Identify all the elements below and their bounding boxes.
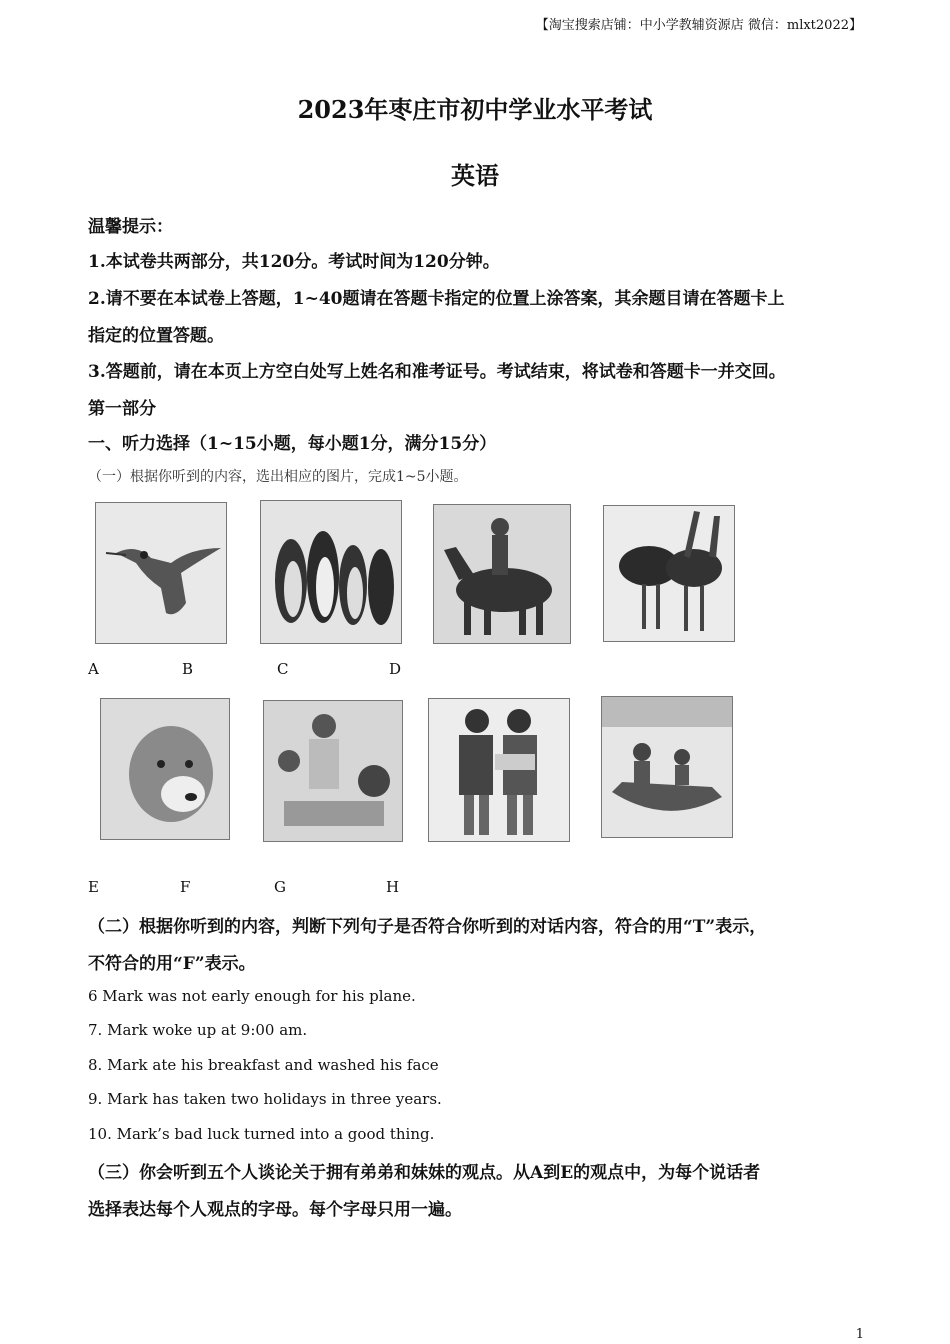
ostriches-icon [604, 506, 734, 641]
picture-label-h: H [386, 878, 400, 896]
sub3-instruction: （三）你会听到五个人谈论关于拥有弟弟和妹妹的观点。从A到E的观点中，为每个说话者 [88, 1163, 761, 1183]
picture-label-d: D [389, 660, 402, 678]
boys-reading-icon [429, 699, 569, 841]
statement-6: 6 Mark was not early enough for his plane. [88, 987, 416, 1005]
subject-title: 英语 [451, 161, 499, 190]
sub3-instruction-cont: 选择表达每个人观点的字母。每个字母只用一遍。 [88, 1200, 462, 1220]
picture-label-c: C [277, 660, 289, 678]
statement-9: 9. Mark has taken two holidays in three years. [88, 1090, 442, 1108]
family-meal-icon [264, 701, 402, 841]
boat-icon [602, 697, 732, 837]
horse-rider-icon [434, 505, 570, 643]
picture-penguins [260, 500, 402, 644]
exam-title: 2023年枣庄市初中学业水平考试 [297, 95, 653, 124]
picture-ostriches [603, 505, 735, 642]
sub2-instruction: （二）根据你听到的内容，判断下列句子是否符合你听到的对话内容，符合的用“T”表示， [88, 917, 767, 937]
picture-dog [100, 698, 230, 840]
page-number: 1 [855, 1327, 864, 1342]
tip-1: 1.本试卷共两部分，共120分。考试时间为120分钟。 [88, 252, 500, 272]
picture-boat [601, 696, 733, 838]
tips-heading: 温馨提示： [88, 217, 173, 237]
tip-3: 3.答题前，请在本页上方空白处写上姓名和准考证号。考试结束，将试卷和答题卡一并交回。 [88, 362, 786, 382]
statement-10: 10. Mark’s bad luck turned into a good thing. [88, 1125, 435, 1143]
picture-label-b: B [182, 660, 194, 678]
statement-8: 8. Mark ate his breakfast and washed his face [88, 1056, 439, 1074]
picture-label-e: E [88, 878, 99, 896]
hummingbird-icon [96, 503, 226, 643]
picture-boys-reading [428, 698, 570, 842]
tip-2: 2.请不要在本试卷上答题，1~40题请在答题卡指定的位置上涂答案，其余题目请在答题卡上 [88, 289, 785, 309]
picture-hummingbird [95, 502, 227, 644]
picture-label-f: F [180, 878, 191, 896]
tip-2-cont: 指定的位置答题。 [88, 326, 224, 346]
dog-icon [101, 699, 229, 839]
header-note: 【淘宝搜索店铺：中小学教辅资源店 微信：mlxt2022】 [535, 18, 862, 33]
picture-family-meal [263, 700, 403, 842]
statement-7: 7. Mark woke up at 9:00 am. [88, 1021, 308, 1039]
section1-title: 一、听力选择（1~15小题，每小题1分，满分15分） [88, 434, 497, 454]
sub2-instruction-cont: 不符合的用“F”表示。 [88, 954, 256, 974]
sub1-instruction: （一）根据你听到的内容，选出相应的图片，完成1~5小题。 [88, 469, 468, 485]
picture-label-g: G [274, 878, 286, 896]
part1-title: 第一部分 [88, 399, 156, 419]
picture-horse-rider [433, 504, 571, 644]
penguins-icon [261, 501, 401, 643]
picture-label-a: A [88, 660, 99, 678]
